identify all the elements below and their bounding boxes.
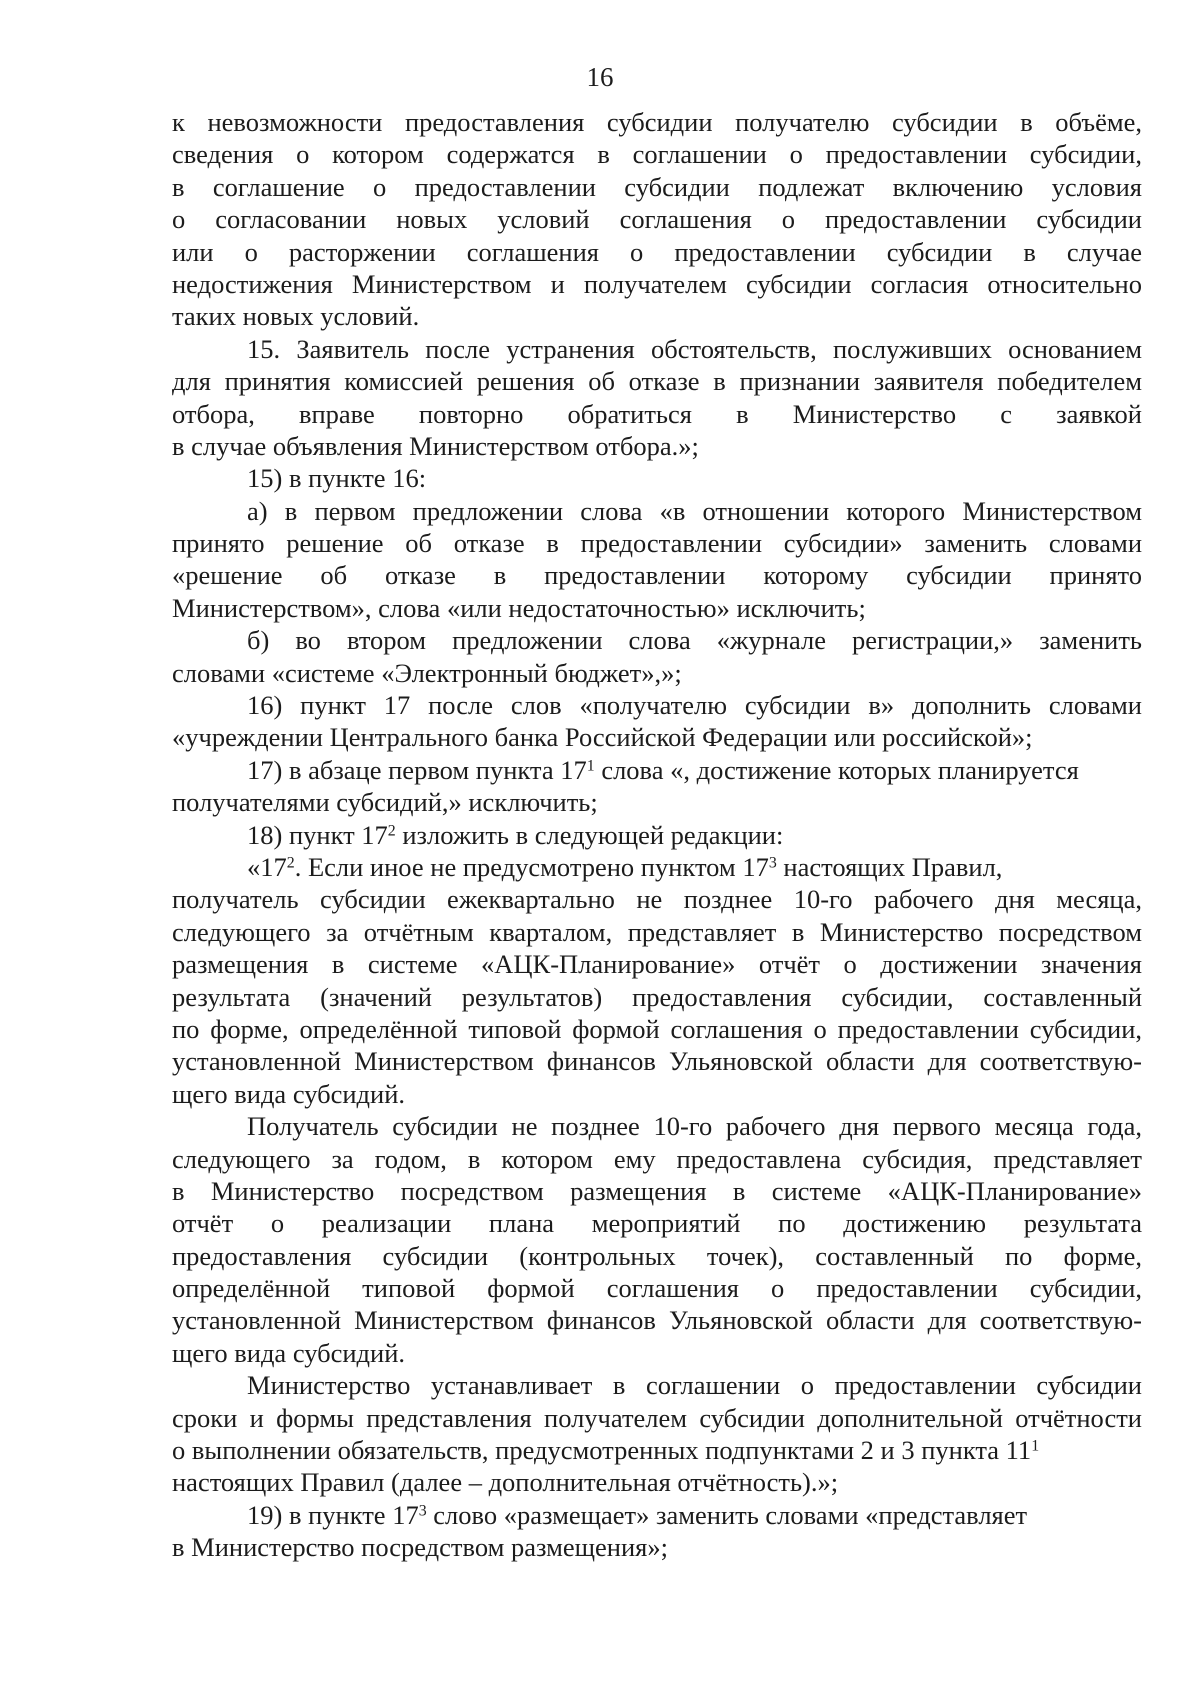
text-line: предоставления субсидии (контрольных точек), составленный по форме,: [172, 1240, 1142, 1271]
text-line: б) во втором предложении слова «журнале регистрации,» заменить: [247, 625, 1142, 656]
text-line: щего вида субсидий.: [172, 1337, 406, 1368]
text-line: «учреждении Центрального банка Российской Федерации или российской»;: [172, 722, 1033, 753]
text-line: следующего за годом, в котором ему предоставлена субсидия, представляет: [172, 1143, 1142, 1174]
text-line: настоящих Правил (далее – дополнительная отчётность).»;: [172, 1467, 839, 1498]
text-line: получатель субсидии ежеквартально не позднее 10-го рабочего дня месяца,: [172, 884, 1142, 915]
text-line: результата (значений результатов) предоставления субсидии, составленный: [172, 981, 1142, 1012]
superscript: 1: [1031, 1437, 1040, 1455]
text-line: 17) в абзаце первом пункта $17^1$ слова «, достижение которых планируется: [247, 754, 1079, 785]
text-line: словами «системе «Электронный бюджет»,»;: [172, 657, 682, 688]
text-line: о согласовании новых условий соглашения о предоставлении субсидии: [172, 204, 1142, 235]
text-line: «$17^2$. Если иное не предусмотрено пунктом $17^3$ настоящих Правил,: [247, 851, 1003, 882]
text-line: или о расторжении соглашения о предоставлении субсидии в случае: [172, 236, 1142, 267]
text-line: для принятия комиссией решения об отказе в признании заявителя победителем: [172, 366, 1142, 397]
text-line: в Министерство посредством размещения»;: [172, 1532, 668, 1563]
text-line: таких новых условий.: [172, 301, 420, 332]
text-line: в соглашение о предоставлении субсидии подлежат включению условия: [172, 171, 1142, 202]
text-line: 15) в пункте 16:: [247, 463, 427, 494]
text-line: размещения в системе «АЦК-Планирование» отчёт о достижении значения: [172, 949, 1142, 980]
text-line: недостижения Министерством и получателем субсидии согласия относительно: [172, 268, 1142, 299]
text-line: щего вида субсидий.: [172, 1078, 406, 1109]
text-line: Получатель субсидии не позднее 10-го рабочего дня первого месяца года,: [247, 1111, 1142, 1142]
text-line: следующего за отчётным кварталом, представляет в Министерство посредством: [172, 916, 1142, 947]
superscript: 2: [286, 854, 295, 872]
text-line: получателями субсидий,» исключить;: [172, 787, 598, 818]
page-number: 16: [586, 62, 614, 92]
text-line: 15. Заявитель после устранения обстоятельств, послуживших основанием: [247, 333, 1142, 364]
superscript: 1: [586, 757, 595, 775]
superscript: 3: [768, 854, 777, 872]
text-line: принято решение об отказе в предоставлении субсидии» заменить словами: [172, 528, 1142, 559]
text-line: в Министерство посредством размещения в системе «АЦК-Планирование»: [172, 1175, 1142, 1206]
text-line: к невозможности предоставления субсидии получателю субсидии в объёме,: [172, 107, 1142, 137]
text-line: сроки и формы представления получателем субсидии дополнительной отчётности: [172, 1402, 1142, 1433]
text-line: о выполнении обязательств, предусмотренных подпунктами 2 и 3 пункта $11^1$: [172, 1435, 1040, 1466]
text-line: в случае объявления Министерством отбора.»;: [172, 430, 699, 461]
text-line: установленной Министерством финансов Ульяновской области для соответствую-: [172, 1046, 1142, 1077]
text-line: отбора, вправе повторно обратиться в Министерство с заявкой: [172, 398, 1142, 429]
text-line: отчёт о реализации плана мероприятий по достижению результата: [172, 1208, 1142, 1239]
text-line: 19) в пункте $17^3$ слово «размещает» заменить словами «представляет: [247, 1499, 1028, 1530]
text-line: по форме, определённой типовой формой соглашения о предоставлении субсидии,: [172, 1013, 1142, 1044]
document-body: [172, 106, 1142, 1564]
text-line: установленной Министерством финансов Ульяновской области для соответствую-: [172, 1305, 1142, 1336]
text-line: а) в первом предложении слова «в отношении которого Министерством: [247, 495, 1142, 526]
text-line: «решение об отказе в предоставлении которому субсидии принято: [172, 560, 1142, 591]
text-line: Министерство устанавливает в соглашении о предоставлении субсидии: [247, 1370, 1142, 1401]
text-line: 18) пункт $17^2$ изложить в следующей редакции:: [247, 819, 784, 850]
text-line: 16) пункт 17 после слов «получателю субсидии в» дополнить словами: [247, 690, 1142, 721]
text-line: определённой типовой формой соглашения о предоставлении субсидии,: [172, 1273, 1142, 1304]
superscript: 3: [418, 1502, 427, 1520]
text-line: Министерством», слова «или недостаточностью» исключить;: [172, 592, 866, 623]
superscript: 2: [387, 821, 396, 839]
text-line: сведения о котором содержатся в соглашении о предоставлении субсидии,: [172, 139, 1142, 170]
